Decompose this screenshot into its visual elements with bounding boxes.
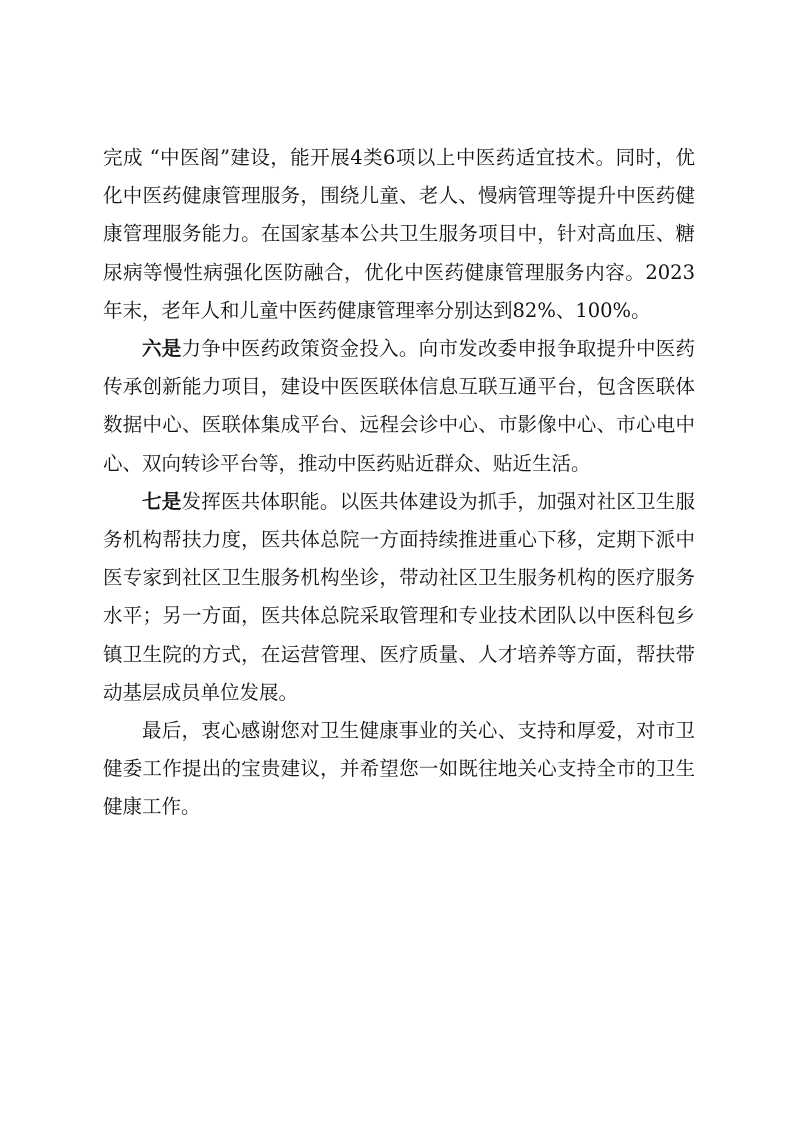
paragraph-text: 发挥医共体职能。以医共体建设为抓手，加强对社区卫生服务机构帮扶力度，医共体总院一方面持续推进重心下移，定期下派中医专家到社区卫生服务机构坐诊，带动社区卫生服务机构的医疗服务水平；另一方面，医共体总院采取管理和专业技术团队以中医科包乡镇卫生院的方式，在运营管理、医疗质量、人才培养等方面，帮扶带动基层成员单位发展。 bbox=[103, 489, 695, 704]
paragraph-text: 力争中医药政策资金投入。向市发改委申报争取提升中医药传承创新能力项目，建设中医医联体信息互联互通平台，包含医联体数据中心、医联体集成平台、远程会诊中心、市影像中心、市心电中心、双向转诊平台等，推动中医药贴近群众、贴近生活。 bbox=[103, 337, 695, 475]
paragraph-continuation bbox=[103, 139, 695, 330]
document-body bbox=[103, 139, 695, 827]
paragraph-lead: 六是 bbox=[142, 337, 182, 361]
paragraph-text: 完成 “中医阁”建设，能开展4类6项以上中医药适宜技术。同时，优化中医药健康管理服务，围绕儿童、老人、慢病管理等提升中医药健康管理服务能力。在国家基本公共卫生服务项目中，针对高血压、糖尿病等慢性病强化医防融合，优化中医药健康管理服务内容。2023年末，老年人和儿童中医药健康管理率分别达到82%、100%。 bbox=[103, 146, 695, 322]
paragraph-item-six bbox=[103, 330, 695, 483]
paragraph-item-seven bbox=[103, 483, 695, 712]
paragraph-text: 最后，衷心感谢您对卫生健康事业的关心、支持和厚爱，对市卫健委工作提出的宝贵建议，并希望您一如既往地关心支持全市的卫生健康工作。 bbox=[103, 719, 695, 819]
paragraph-closing bbox=[103, 712, 695, 827]
paragraph-lead: 七是 bbox=[142, 489, 182, 513]
